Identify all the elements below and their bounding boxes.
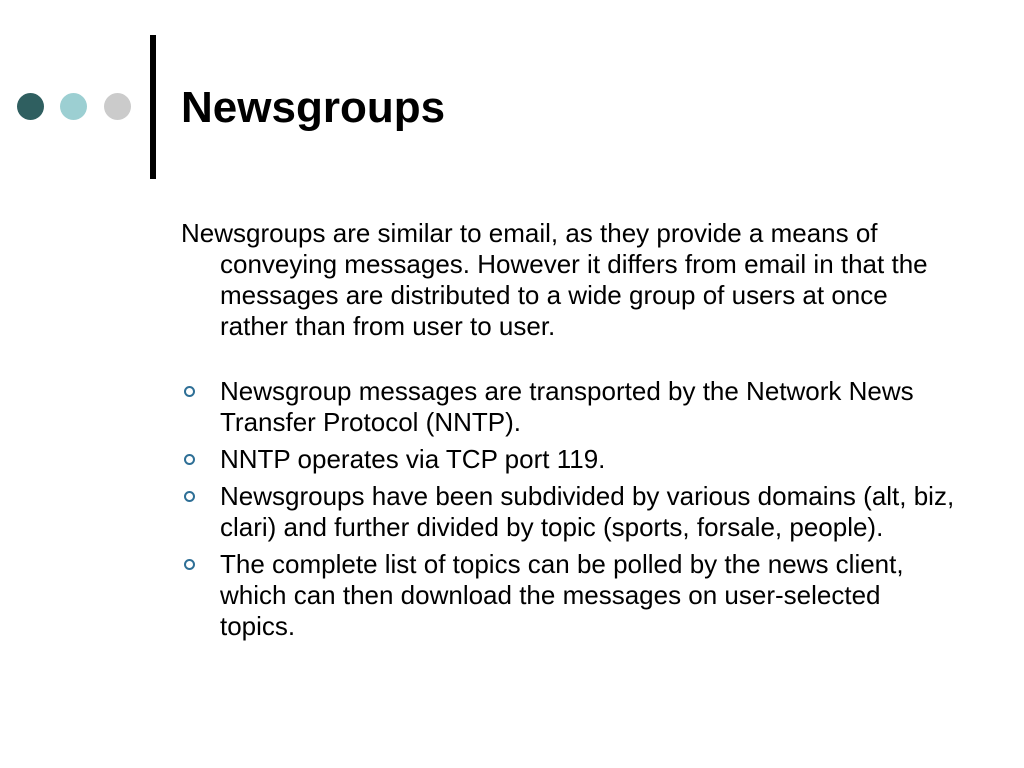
bullet-list (181, 376, 961, 642)
intro-paragraph: Newsgroups are similar to email, as they provide a means of conveying messages. However it differs from email in that the messages are distributed to a wide group of users at once rather than from user to user. (181, 218, 928, 341)
bullet-text: Newsgroup messages are transported by the Network News Transfer Protocol (NNTP). (220, 376, 914, 437)
bullet-item (181, 481, 961, 543)
hollow-circle-bullet-icon (184, 454, 195, 465)
decorative-dots (17, 93, 133, 121)
hollow-circle-bullet-icon (184, 386, 195, 397)
bullet-item (181, 444, 961, 475)
bullet-text: The complete list of topics can be polled by the news client, which can then download the messages on user-selected topics. (220, 549, 904, 641)
light-teal-dot-icon (60, 93, 87, 120)
bullet-item (181, 376, 961, 438)
dark-teal-dot-icon (17, 93, 44, 120)
bullet-text: NNTP operates via TCP port 119. (220, 444, 606, 474)
title-divider (150, 35, 156, 179)
hollow-circle-bullet-icon (184, 559, 195, 570)
gray-dot-icon (104, 93, 131, 120)
slide-body (181, 218, 961, 648)
bullet-text: Newsgroups have been subdivided by various domains (alt, biz, clari) and further divided by topic (sports, forsale, people). (220, 481, 955, 542)
hollow-circle-bullet-icon (184, 491, 195, 502)
slide-title: Newsgroups (181, 83, 446, 132)
bullet-item (181, 549, 961, 642)
